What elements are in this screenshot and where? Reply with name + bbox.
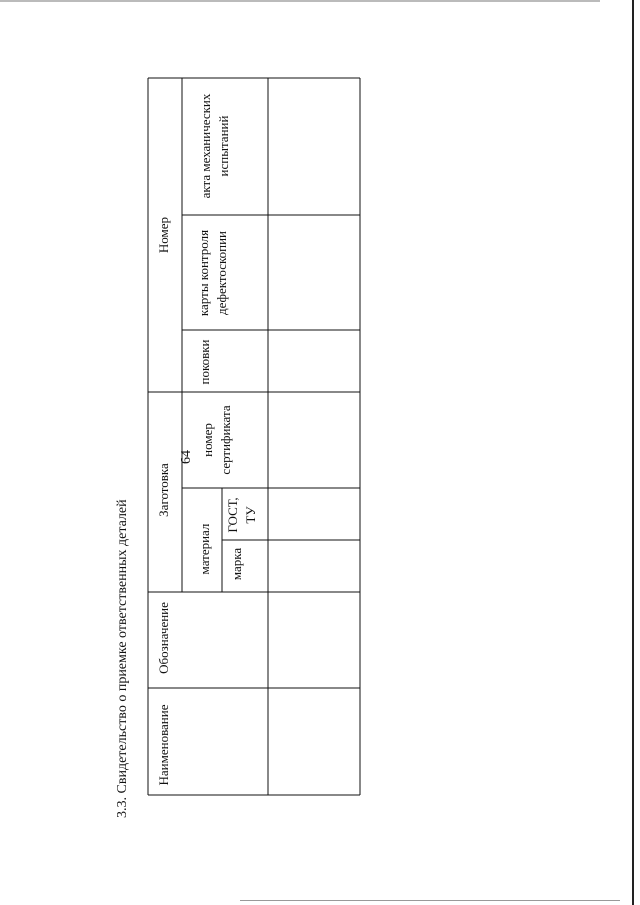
header-material: материал — [197, 523, 212, 575]
header-act — [197, 81, 233, 211]
header-act-line1: акта механических — [198, 93, 213, 199]
header-certificate-line1: номер — [200, 423, 215, 457]
header-grade: марка — [229, 547, 244, 581]
header-card — [195, 218, 231, 328]
header-card-line2: дефектоскопии — [214, 231, 229, 316]
section-caption: 3.3. Свидетельство о приемке ответственных деталей — [115, 499, 130, 818]
header-number: Номер — [156, 216, 171, 254]
header-forging: поковки — [197, 339, 212, 385]
header-name: Наименование — [156, 704, 171, 786]
header-standard-line1: ГОСТ, — [225, 497, 240, 533]
header-standard — [224, 495, 260, 535]
header-card-line1: карты контроля — [196, 229, 211, 317]
header-certificate — [199, 395, 235, 485]
header-certificate-line2: сертификата — [218, 405, 233, 475]
page-number: 64 — [179, 450, 194, 464]
header-designation: Обозначение — [156, 602, 171, 674]
header-act-line2: испытаний — [216, 115, 231, 177]
header-blank: Заготовка — [156, 463, 171, 517]
header-standard-line2: ТУ — [243, 506, 258, 524]
